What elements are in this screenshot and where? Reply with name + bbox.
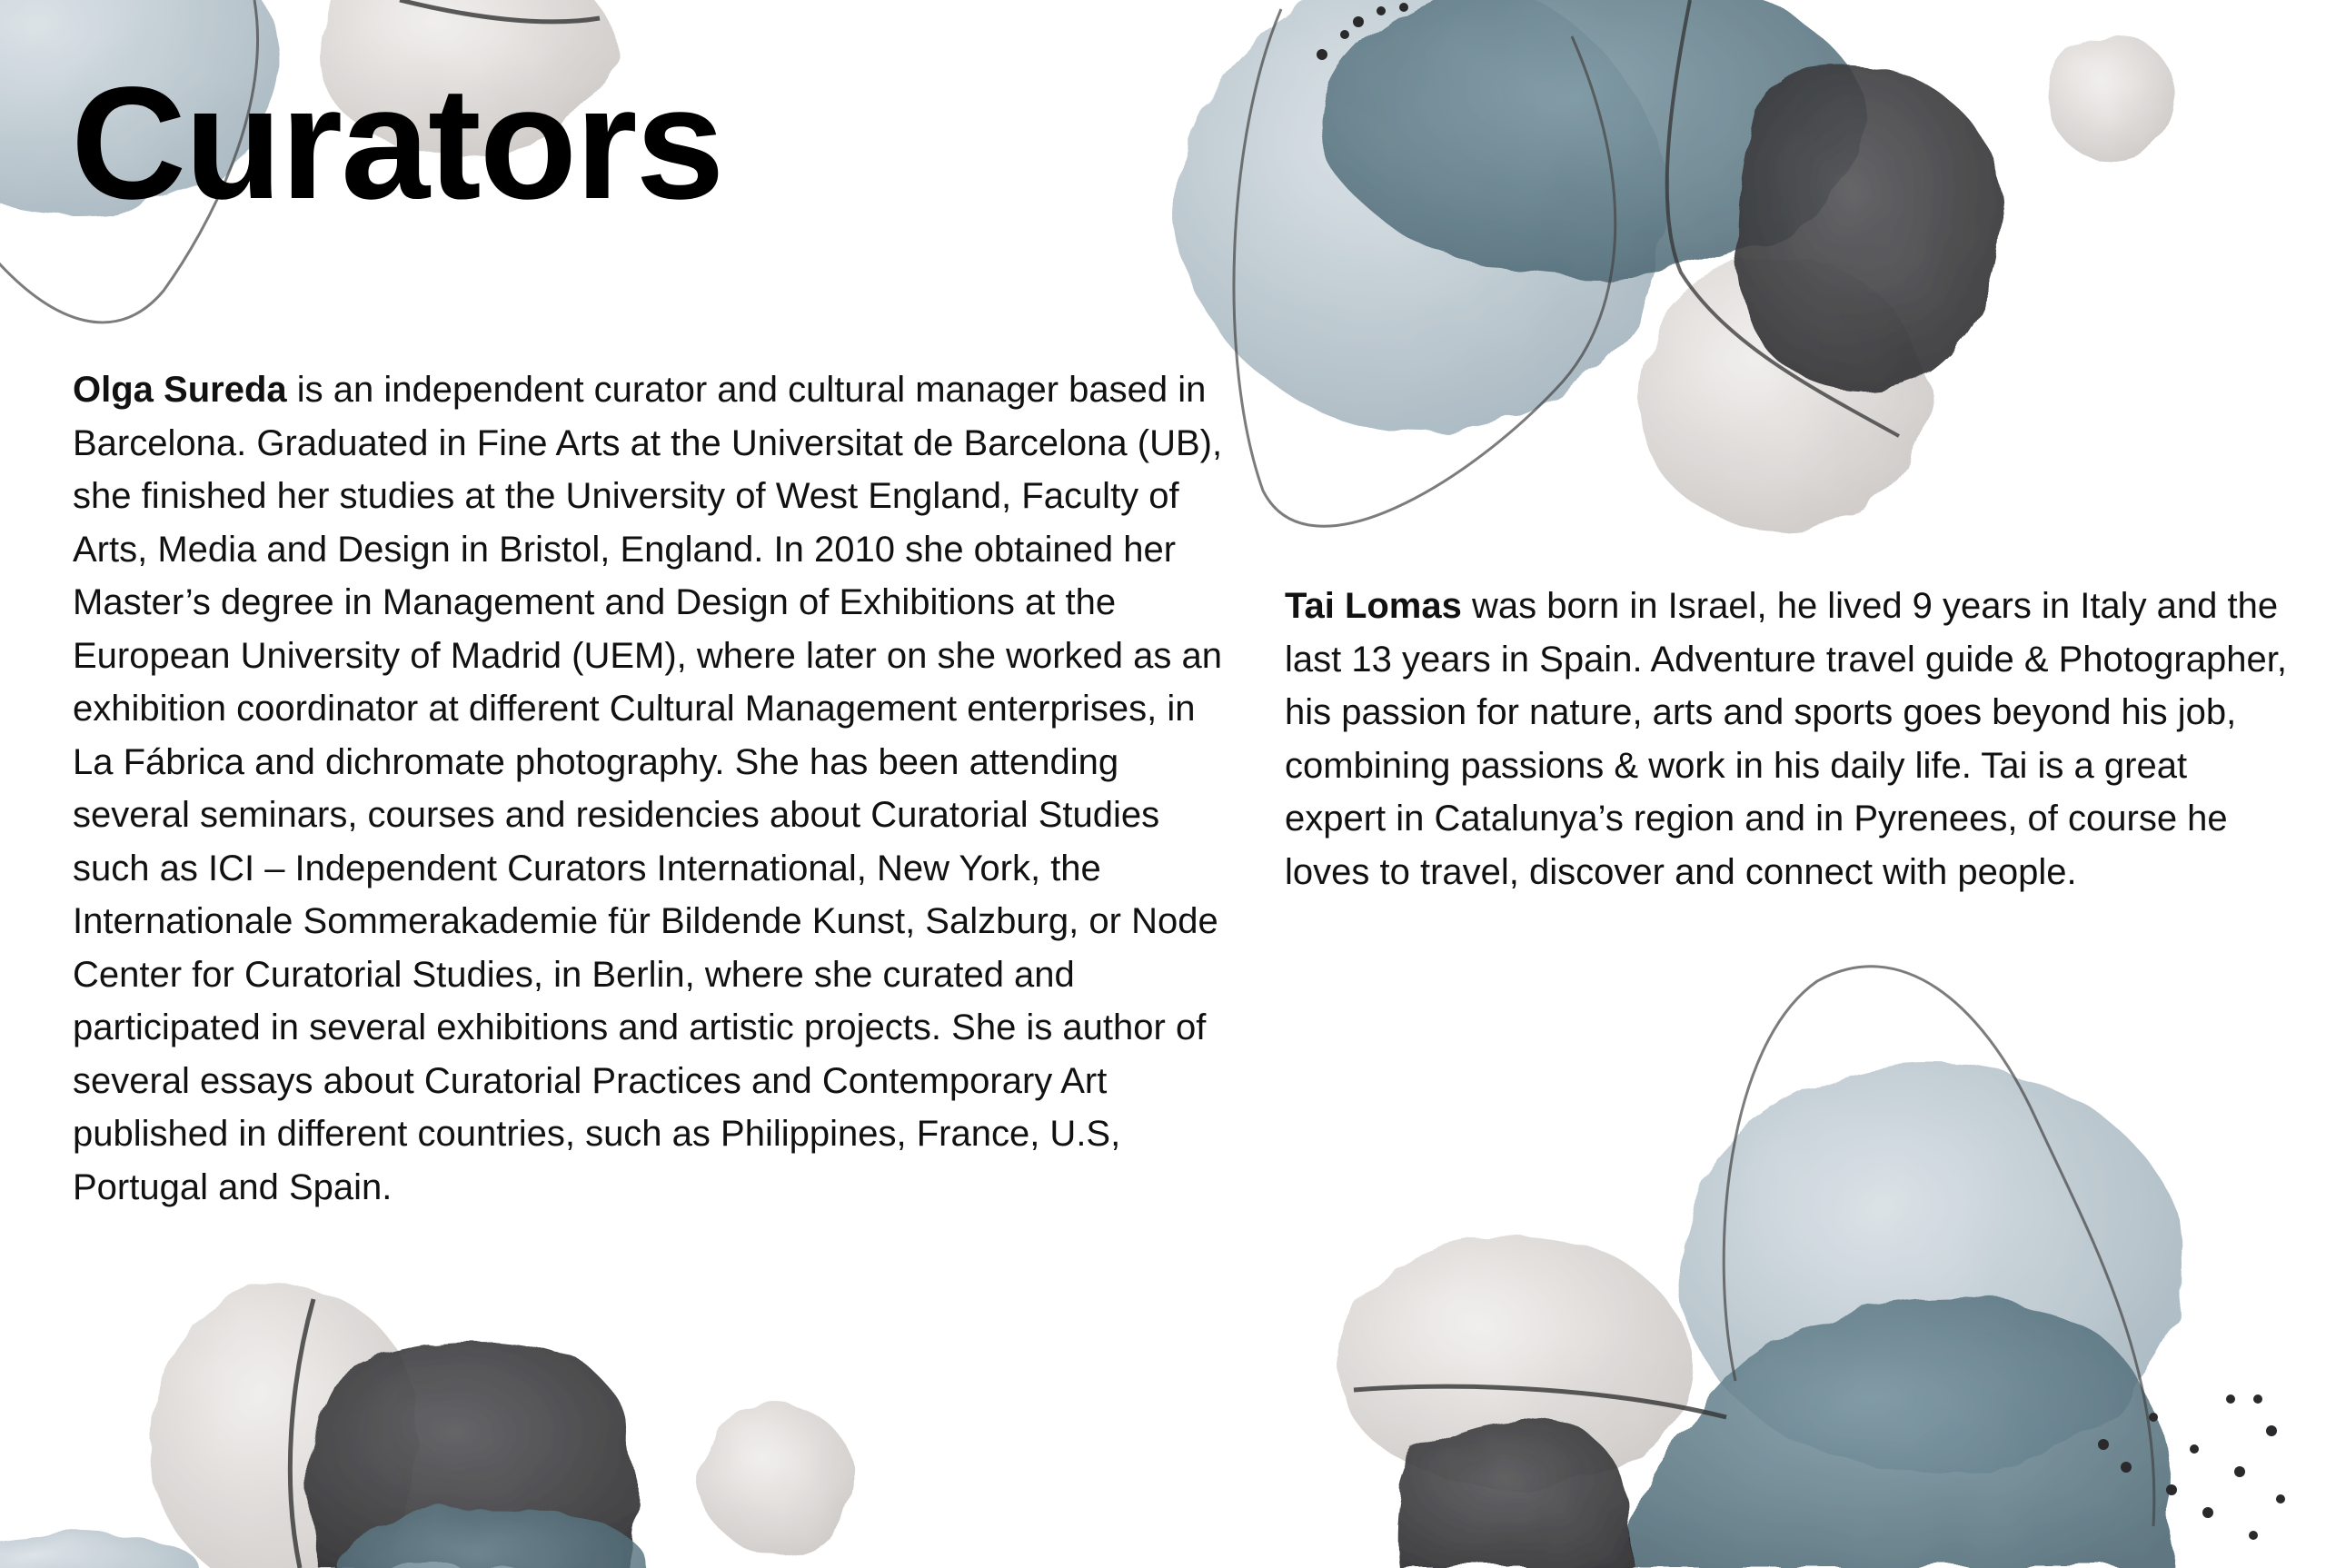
bio-text: is an independent curator and cultural manager based in Barcelona. Graduated in Fine Arts at the Universitat de Barcelona (UB), she finished her studies at the University of West England, Faculty of Arts, Media and Design in Bristol, England. In 2010 she obtained her Master’s degree in Management and Design of Exhibitions at the European University of Madrid (UEM), where later on she worked as an exhibition coordinator at different Cultural Management enterprises, in La Fábrica and dichromate photography. She has been attending several seminars, courses and residencies about Curatorial Studies such as ICI – Independent Curators International, New York, the Internationale Sommerakademie für Bildende Kunst, Salzburg, or Node Center for Curatorial Studies, in Berlin, where she curated and participated in several exhibitions and artistic projects. She is author of several essays about Curatorial Practices and Contemporary Art published in different countries, such as Philippines, France, U.S, Portugal and Spain. — [73, 370, 1223, 1207]
watercolor-bottom-left — [0, 1285, 854, 1568]
watercolor-bottom-right — [1336, 967, 2285, 1568]
blob-stone-small — [2049, 35, 2176, 162]
bio-tai-lomas — [1285, 580, 2293, 898]
curator-name: Tai Lomas — [1285, 586, 1462, 626]
blob-blue — [0, 1532, 200, 1568]
bio-text: was born in Israel, he lived 9 years in Italy and the last 13 years in Spain. Adventure travel guide & Photographer, his passion for nature, arts and sports goes beyond his job, combining passions & work in his daily life. Tai is a great expert in Catalunya’s region and in Pyrenees, of course he loves to travel, discover and connect with people. — [1285, 586, 2287, 892]
watercolor-top-right — [1177, 0, 2176, 531]
curator-name: Olga Sureda — [73, 370, 287, 410]
blob-dark — [1739, 64, 2000, 390]
bio-olga-sureda — [73, 363, 1227, 1214]
blob-stone-small — [700, 1404, 854, 1553]
page-title: Curators — [71, 55, 723, 233]
